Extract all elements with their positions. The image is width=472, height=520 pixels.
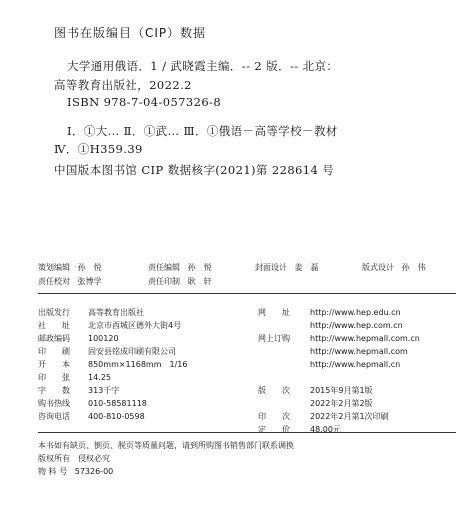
pub-value-row <box>88 404 145 423</box>
pub-value: 010-58581118 <box>88 399 147 408</box>
credit-value: 孙 伟 <box>401 263 426 272</box>
material-number-label: 物 料 号 <box>38 467 68 476</box>
material-number-value: 57326-00 <box>74 467 114 476</box>
pub-value: 400-810-0598 <box>88 412 145 421</box>
cip-title: 图书在版编目（CIP）数据 <box>54 26 207 40</box>
pub-label: 网 址 <box>258 308 290 317</box>
credit-label: 策划编辑 <box>38 263 70 272</box>
pub-value: 高等教育出版社 <box>88 308 144 317</box>
pub-label: 出版发行 <box>38 308 70 317</box>
website-link[interactable]: http://www.hep.edu.cn <box>310 308 401 317</box>
pub-value: 北京市西城区德外大街4号 <box>88 321 182 330</box>
credit-label: 封面设计 <box>255 263 287 272</box>
credit-planning-editor <box>38 262 102 273</box>
pub-label: 印 次 <box>258 412 290 421</box>
pub-label: 开 本 <box>38 360 70 369</box>
pub-row <box>258 378 290 397</box>
divider-bottom <box>38 432 456 433</box>
pub-row <box>38 404 70 423</box>
pub-value: 313千字 <box>88 386 120 395</box>
pub-label: 字 数 <box>38 386 70 395</box>
credit-value: 张博学 <box>77 277 102 286</box>
credit-cover-design <box>255 262 319 273</box>
quality-notice: 本书如有缺页、倒页、脱页等质量问题，请到所购图书销售部门联系调换 <box>38 441 294 450</box>
cip-clc-number: Ⅳ．①H359.39 <box>54 142 143 156</box>
pub-label: 印 张 <box>38 373 70 382</box>
pub-label: 咨询电话 <box>38 412 70 421</box>
cip-classification: Ⅰ．①大… Ⅱ．①武… Ⅲ．①俄语－高等学校－教材 <box>67 124 338 138</box>
order-link[interactable]: http://www.hepmall.cn <box>310 360 401 369</box>
pub-value: 2015年9月第1版 <box>310 386 373 395</box>
pub-label: 印 刷 <box>38 347 70 356</box>
divider-top <box>38 293 456 294</box>
pub-label: 网上订购 <box>258 334 290 343</box>
credit-responsible-editor <box>148 262 212 273</box>
pub-value: 14.25 <box>88 373 111 382</box>
credit-value: 孙 悦 <box>187 263 212 272</box>
order-link[interactable]: http://www.hepmall.com <box>310 347 408 356</box>
pub-value: 固安县铭成印刷有限公司 <box>88 347 176 356</box>
credit-label: 责任校对 <box>38 277 70 286</box>
pub-value: 2022年2月第2版 <box>310 399 373 408</box>
credit-label: 版式设计 <box>362 263 394 272</box>
cip-isbn: ISBN 978-7-04-057326-8 <box>67 95 222 109</box>
credit-proofreader <box>38 276 102 287</box>
credit-value: 姜 磊 <box>294 263 319 272</box>
pub-label: 版 次 <box>258 386 290 395</box>
credit-print-supervisor <box>148 276 212 287</box>
pub-label: 购书热线 <box>38 399 70 408</box>
pub-label: 社 址 <box>38 321 70 330</box>
credit-value: 耿 轩 <box>187 277 212 286</box>
pub-value: 850mm×1168mm 1/16 <box>88 360 188 369</box>
pub-value-row <box>310 417 341 436</box>
copyright-notice: 版权所有 侵权必究 <box>38 454 110 463</box>
cip-line-2: 高等教育出版社，2022.2 <box>54 78 192 92</box>
material-number <box>38 466 113 477</box>
credit-layout-design <box>362 262 426 273</box>
pub-value: 100120 <box>88 334 119 343</box>
cip-line-1: 大学通用俄语．1 / 武晓霞主编．-- 2 版．-- 北京： <box>67 59 339 73</box>
cip-record-number: 中国版本图书馆 CIP 数据核字(2021)第 228614 号 <box>54 163 335 177</box>
credit-label: 责任印制 <box>148 277 180 286</box>
pub-value-row <box>310 352 400 371</box>
pub-value: 2022年2月第1次印刷 <box>310 412 389 421</box>
pub-row <box>258 300 290 319</box>
pub-row <box>258 417 290 436</box>
pub-label: 定 价 <box>258 425 290 434</box>
order-link[interactable]: http://www.hepmall.com.cn <box>310 334 420 343</box>
website-link[interactable]: http://www.hep.com.cn <box>310 321 403 330</box>
price: 48.00元 <box>310 425 341 434</box>
pub-row <box>258 326 290 345</box>
credit-value: 孙 悦 <box>77 263 102 272</box>
pub-label: 邮政编码 <box>38 334 70 343</box>
credit-label: 责任编辑 <box>148 263 180 272</box>
